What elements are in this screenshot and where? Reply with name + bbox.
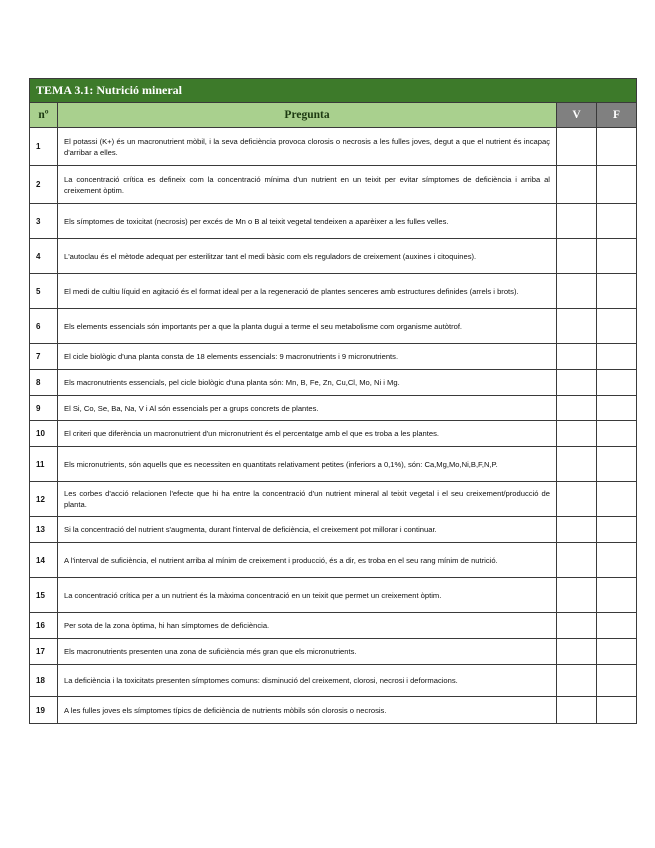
- question-text: La concentració crítica per a un nutrient és la màxima concentració en un teixit que permet un creixement òptim.: [58, 578, 557, 613]
- answer-true-cell[interactable]: [557, 128, 597, 166]
- question-number: 3: [30, 204, 58, 239]
- table-row: [30, 396, 637, 421]
- answer-false-cell[interactable]: [597, 613, 637, 639]
- question-text: La deficiència i la toxicitats presenten símptomes comuns: disminució del creixement, clorosi, necrosi i deformacions.: [58, 665, 557, 697]
- question-text: Els elements essencials són importants per a que la planta dugui a terme el seu metabolisme com organisme autòtrof.: [58, 309, 557, 344]
- answer-true-cell[interactable]: [557, 447, 597, 482]
- answer-false-cell[interactable]: [597, 517, 637, 543]
- table-row: [30, 578, 637, 613]
- question-number: 13: [30, 517, 58, 543]
- question-text: El Si, Co, Se, Ba, Na, V i Al són essencials per a grups concrets de plantes.: [58, 396, 557, 421]
- answer-false-cell[interactable]: [597, 204, 637, 239]
- question-text: El criteri que diferència un macronutrient d'un micronutrient és el percentatge amb el que es troba a les plantes.: [58, 421, 557, 447]
- answer-true-cell[interactable]: [557, 517, 597, 543]
- answer-true-cell[interactable]: [557, 370, 597, 396]
- question-text: El cicle biològic d'una planta consta de 18 elements essencials: 9 macronutrients i 9 micronutrients.: [58, 344, 557, 370]
- table-row: [30, 543, 637, 578]
- answer-false-cell[interactable]: [597, 697, 637, 724]
- answer-false-cell[interactable]: [597, 396, 637, 421]
- answer-true-cell[interactable]: [557, 421, 597, 447]
- answer-true-cell[interactable]: [557, 578, 597, 613]
- answer-false-cell[interactable]: [597, 543, 637, 578]
- question-number: 4: [30, 239, 58, 274]
- question-number: 8: [30, 370, 58, 396]
- question-text: Els micronutrients, són aquells que es necessiten en quantitats relativament petites (inferiors a 0,1%), són: Ca,Mg,Mo,Ni,B,F,N,P.: [58, 447, 557, 482]
- answer-false-cell[interactable]: [597, 309, 637, 344]
- table-row: [30, 697, 637, 724]
- answer-false-cell[interactable]: [597, 166, 637, 204]
- question-number: 7: [30, 344, 58, 370]
- answer-true-cell[interactable]: [557, 482, 597, 517]
- question-number: 11: [30, 447, 58, 482]
- question-number: 9: [30, 396, 58, 421]
- answer-true-cell[interactable]: [557, 166, 597, 204]
- table-row: [30, 309, 637, 344]
- answer-false-cell[interactable]: [597, 239, 637, 274]
- table-row: [30, 274, 637, 309]
- table-row: [30, 370, 637, 396]
- answer-true-cell[interactable]: [557, 665, 597, 697]
- table-row: [30, 128, 637, 166]
- question-text: A l'interval de suficiència, el nutrient arriba al mínim de creixement i producció, és a dir, es troba en el seu rang mínim de nutrició.: [58, 543, 557, 578]
- question-number: 10: [30, 421, 58, 447]
- answer-false-cell[interactable]: [597, 639, 637, 665]
- answer-true-cell[interactable]: [557, 543, 597, 578]
- table-title-row: [30, 79, 637, 103]
- answer-true-cell[interactable]: [557, 239, 597, 274]
- question-text: Els símptomes de toxicitat (necrosis) per excés de Mn o B al teixit vegetal tendeixen a aparèixer a les fulles velles.: [58, 204, 557, 239]
- answer-true-cell[interactable]: [557, 697, 597, 724]
- table-row: [30, 639, 637, 665]
- question-number: 6: [30, 309, 58, 344]
- answer-true-cell[interactable]: [557, 204, 597, 239]
- answer-true-cell[interactable]: [557, 344, 597, 370]
- answer-false-cell[interactable]: [597, 274, 637, 309]
- question-number: 19: [30, 697, 58, 724]
- answer-true-cell[interactable]: [557, 309, 597, 344]
- answer-true-cell[interactable]: [557, 396, 597, 421]
- table-header-row: [30, 103, 637, 128]
- table-row: [30, 613, 637, 639]
- question-text: Els macronutrients presenten una zona de suficiència més gran que els micronutrients.: [58, 639, 557, 665]
- question-text: A les fulles joves els símptomes típics de deficiència de nutrients mòbils són clorosis o necrosis.: [58, 697, 557, 724]
- question-number: 2: [30, 166, 58, 204]
- table-row: [30, 517, 637, 543]
- table-row: [30, 344, 637, 370]
- question-number: 18: [30, 665, 58, 697]
- table-row: [30, 239, 637, 274]
- question-number: 17: [30, 639, 58, 665]
- question-number: 5: [30, 274, 58, 309]
- question-text: Les corbes d'acció relacionen l'efecte que hi ha entre la concentració d'un nutrient mineral al teixit vegetal i el seu creixement/producció de planta.: [58, 482, 557, 517]
- answer-false-cell[interactable]: [597, 482, 637, 517]
- question-text: Els macronutrients essencials, pel cicle biològic d'una planta són: Mn, B, Fe, Zn, Cu,Cl, Mo, Ni i Mg.: [58, 370, 557, 396]
- answer-false-cell[interactable]: [597, 370, 637, 396]
- header-question: Pregunta: [58, 103, 557, 128]
- answer-false-cell[interactable]: [597, 447, 637, 482]
- answer-true-cell[interactable]: [557, 639, 597, 665]
- question-text: La concentració crítica es defineix com la concentració mínima d'un nutrient en un teixit per evitar símptomes de deficiència i arriba al creixement òptim.: [58, 166, 557, 204]
- header-number: nº: [30, 103, 58, 128]
- question-text: Si la concentració del nutrient s'augmenta, durant l'interval de deficiència, el creixement pot millorar i continuar.: [58, 517, 557, 543]
- answer-false-cell[interactable]: [597, 128, 637, 166]
- question-number: 16: [30, 613, 58, 639]
- answer-false-cell[interactable]: [597, 578, 637, 613]
- table-row: [30, 665, 637, 697]
- question-number: 12: [30, 482, 58, 517]
- question-number: 15: [30, 578, 58, 613]
- table-row: [30, 166, 637, 204]
- answer-true-cell[interactable]: [557, 274, 597, 309]
- table-row: [30, 421, 637, 447]
- table-row: [30, 447, 637, 482]
- table-row: [30, 482, 637, 517]
- header-true: V: [557, 103, 597, 128]
- header-false: F: [597, 103, 637, 128]
- quiz-table: [29, 78, 637, 724]
- question-number: 1: [30, 128, 58, 166]
- question-text: L'autoclau és el mètode adequat per esterilitzar tant el medi bàsic com els reguladors de creixement (auxines i citoquines).: [58, 239, 557, 274]
- table-title: TEMA 3.1: Nutrició mineral: [30, 79, 637, 103]
- table-row: [30, 204, 637, 239]
- answer-true-cell[interactable]: [557, 613, 597, 639]
- question-text: El potassi (K+) és un macronutrient mòbil, i la seva deficiència provoca clorosis o necrosis a les fulles joves, degut a que el nutrient és incapaç d'arribar a elles.: [58, 128, 557, 166]
- question-number: 14: [30, 543, 58, 578]
- answer-false-cell[interactable]: [597, 665, 637, 697]
- answer-false-cell[interactable]: [597, 421, 637, 447]
- question-text: Per sota de la zona òptima, hi han símptomes de deficiència.: [58, 613, 557, 639]
- answer-false-cell[interactable]: [597, 344, 637, 370]
- question-text: El medi de cultiu líquid en agitació és el format ideal per a la regeneració de plantes senceres amb estructures definides (arrels i brots).: [58, 274, 557, 309]
